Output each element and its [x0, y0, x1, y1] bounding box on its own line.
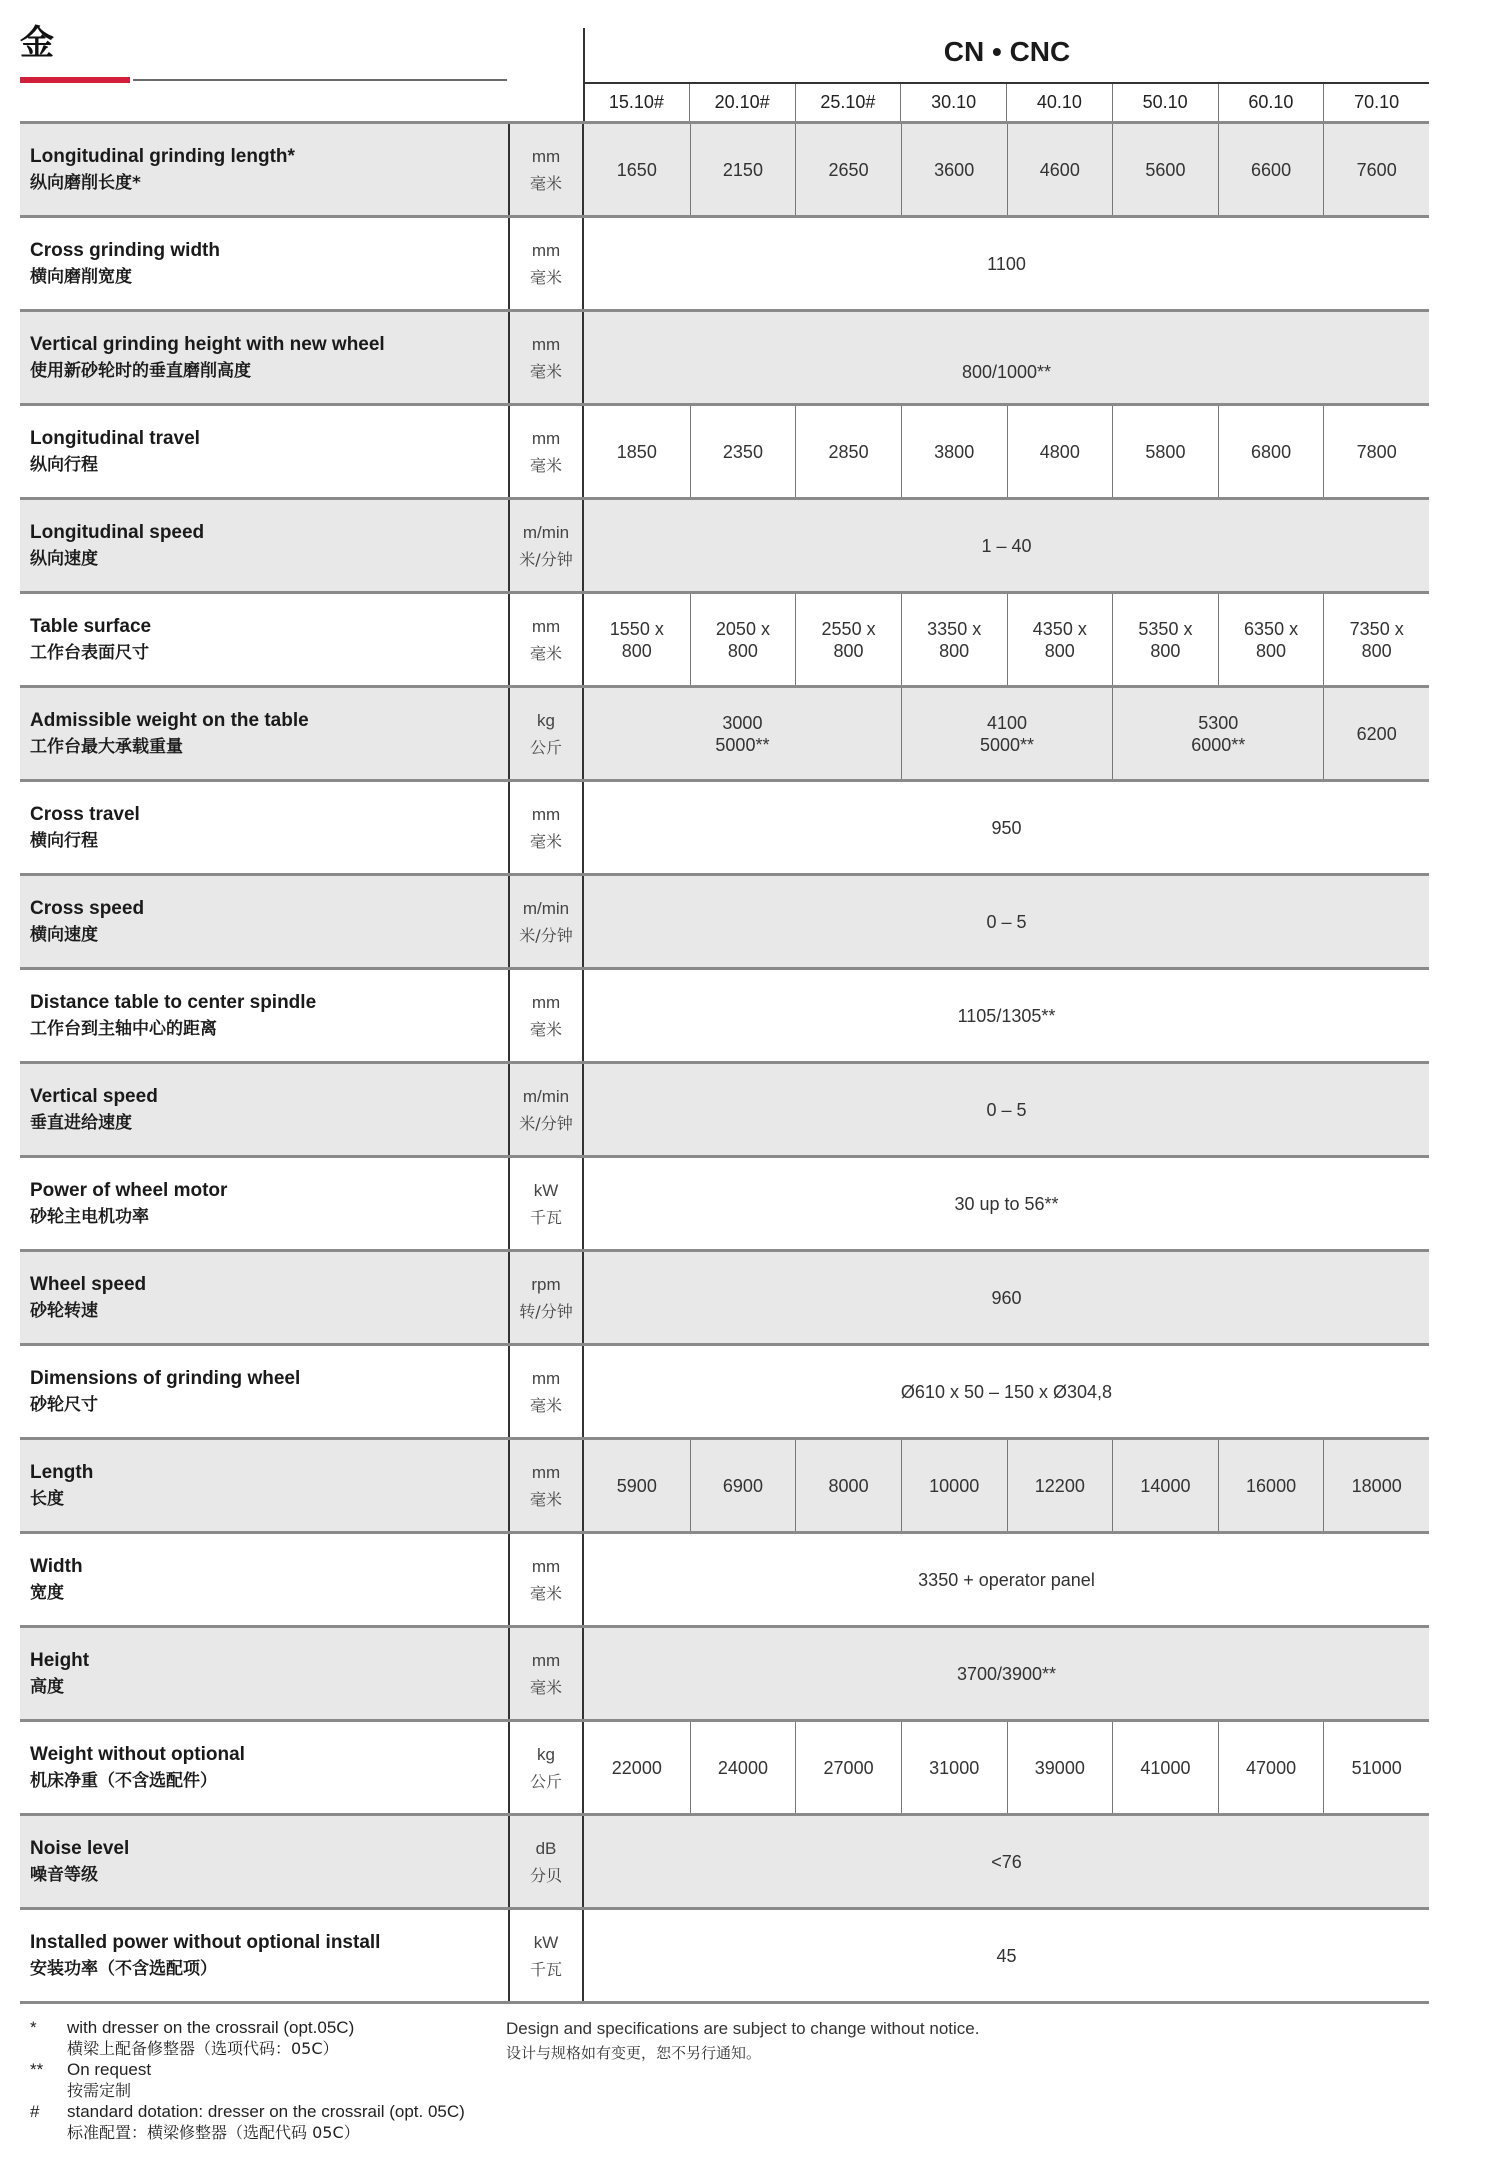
value-cell: 7600 [1323, 124, 1429, 215]
spec-label [20, 124, 508, 215]
value-cell: 5300 6000** [1112, 688, 1323, 779]
spec-label [20, 1816, 508, 1907]
value-cells [584, 1158, 1429, 1249]
value-cell: 1650 [616, 159, 657, 180]
spec-label-en: Vertical speed [30, 1085, 158, 1107]
value-cell: 24000 [690, 1722, 796, 1813]
spec-label [20, 1910, 508, 2001]
unit-cell [508, 876, 584, 967]
accent-bar [20, 77, 130, 83]
footnote-en: with dresser on the crossrail (opt.05C) [67, 2018, 355, 2037]
spec-label-en: Noise level [30, 1837, 130, 1859]
unit-en: mm [531, 1650, 561, 1670]
value-cells [584, 1534, 1429, 1625]
unit-zh: 毫米 [529, 1395, 562, 1415]
value-cell: 31000 [901, 1722, 1007, 1813]
spec-label-zh: 噪音等级 [30, 1864, 98, 1885]
unit-zh: 毫米 [529, 643, 562, 663]
spec-label-zh: 机床净重（不含选配件） [30, 1770, 217, 1791]
unit-en: kW [533, 1180, 559, 1200]
spec-label-en: Admissible weight on the table [30, 709, 309, 731]
unit-zh: 米/分钟 [519, 925, 573, 945]
value-cell: 7350 x 800 [1323, 594, 1429, 685]
value-cell: 960 [991, 1287, 1022, 1308]
spec-row [20, 497, 1429, 591]
spec-label [20, 1534, 508, 1625]
spec-label [20, 688, 508, 779]
value-cell: 6350 x 800 [1218, 594, 1324, 685]
unit-cell [508, 1816, 584, 1907]
unit-zh: 毫米 [529, 1677, 562, 1697]
spec-label-en: Longitudinal travel [30, 427, 200, 449]
value-cell: 3700/3900** [956, 1663, 1057, 1684]
unit-cell [508, 782, 584, 873]
spec-row [20, 309, 1429, 403]
value-cell: 0 – 5 [986, 1099, 1027, 1120]
model-header-cell: 20.10# [689, 84, 795, 121]
unit-cell [508, 1252, 584, 1343]
spec-label [20, 782, 508, 873]
value-cell: 6200 [1323, 688, 1429, 779]
unit-zh: 千瓦 [529, 1959, 562, 1979]
unit-en: mm [531, 334, 561, 354]
model-header-cell: 70.10 [1323, 84, 1429, 121]
unit-zh: 毫米 [529, 267, 562, 287]
spec-label-en: Vertical grinding height with new wheel [30, 333, 385, 355]
model-header-cell: 15.10# [608, 92, 664, 112]
spec-label [20, 500, 508, 591]
unit-en: rpm [531, 1274, 561, 1294]
value-cells [584, 1816, 1429, 1907]
unit-zh: 米/分钟 [519, 1113, 573, 1133]
unit-en: mm [531, 1556, 561, 1576]
spec-label [20, 1628, 508, 1719]
unit-zh: 毫米 [529, 1489, 562, 1509]
unit-en: kW [533, 1932, 559, 1952]
value-cell: 47000 [1218, 1722, 1324, 1813]
value-cell: 2050 x 800 [690, 594, 796, 685]
spec-label [20, 1440, 508, 1531]
spec-label [20, 406, 508, 497]
spec-row [20, 1719, 1429, 1813]
unit-en: m/min [522, 522, 570, 542]
model-header-cell: 30.10 [900, 84, 1006, 121]
value-cell: 3350 + operator panel [918, 1569, 1095, 1590]
unit-en: mm [531, 428, 561, 448]
unit-zh: 毫米 [529, 455, 562, 475]
spec-label-zh: 纵向行程 [30, 454, 98, 475]
unit-zh: 公斤 [529, 1771, 562, 1791]
spec-row [20, 591, 1429, 685]
spec-label-zh: 砂轮转速 [30, 1300, 98, 1321]
model-header-cell: 40.10 [1006, 84, 1112, 121]
value-cell: 2850 [795, 406, 901, 497]
value-cell: 4350 x 800 [1007, 594, 1113, 685]
spec-label [20, 312, 508, 403]
value-cell: 3350 x 800 [901, 594, 1007, 685]
value-cells [584, 1440, 1429, 1531]
header-rule [133, 79, 507, 81]
spec-label-en: Wheel speed [30, 1273, 147, 1295]
model-header-cell: 60.10 [1218, 84, 1324, 121]
spec-label-en: Width [30, 1555, 83, 1577]
unit-cell [508, 500, 584, 591]
value-cell: 7800 [1323, 406, 1429, 497]
spec-label-en: Installed power without optional install [30, 1931, 381, 1953]
spec-label-en: Table surface [30, 615, 152, 637]
unit-cell [508, 594, 584, 685]
value-cell: 30 up to 56** [954, 1193, 1059, 1214]
footnote-text [67, 2059, 151, 2101]
footnote-symbol: * [30, 2018, 37, 2037]
model-header-cell: 50.10 [1112, 84, 1218, 121]
unit-zh: 毫米 [529, 831, 562, 851]
unit-zh: 米/分钟 [519, 549, 573, 569]
unit-en: kg [537, 1744, 555, 1764]
spec-row [20, 121, 1429, 215]
footnote-symbol: # [30, 2102, 40, 2121]
unit-cell [508, 1346, 584, 1437]
unit-cell [508, 124, 584, 215]
spec-label-zh: 横向磨削宽度 [30, 266, 132, 287]
value-cell: 5800 [1112, 406, 1218, 497]
value-cells [584, 1252, 1429, 1343]
footnote [30, 2017, 465, 2059]
value-cells [584, 1064, 1429, 1155]
value-cells [584, 876, 1429, 967]
value-cell: 5900 [616, 1475, 657, 1496]
spec-label-zh: 垂直进给速度 [30, 1112, 132, 1133]
spec-label-zh: 工作台最大承载重量 [30, 736, 183, 757]
value-cell: 3800 [901, 406, 1007, 497]
unit-zh: 分贝 [529, 1865, 562, 1885]
unit-cell [508, 1910, 584, 2001]
value-cell: 4600 [1007, 124, 1113, 215]
value-cell: 6900 [690, 1440, 796, 1531]
spec-row [20, 1625, 1429, 1719]
unit-en: dB [535, 1838, 557, 1858]
spec-label [20, 970, 508, 1061]
footnotes [30, 2017, 465, 2143]
footnote-text [67, 2101, 465, 2143]
spec-label-en: Power of wheel motor [30, 1179, 228, 1201]
value-cells [584, 1910, 1429, 2001]
spec-label-en: Weight without optional [30, 1743, 245, 1765]
spec-label [20, 1722, 508, 1813]
value-cell: 6800 [1218, 406, 1324, 497]
value-cells [584, 688, 1429, 779]
value-cells [584, 782, 1429, 873]
spec-label-zh: 高度 [30, 1676, 64, 1697]
spec-label [20, 1064, 508, 1155]
unit-cell [508, 1722, 584, 1813]
value-cell: 1105/1305** [957, 1005, 1056, 1026]
footnote-en: On request [67, 2060, 152, 2079]
spec-label-en: Height [30, 1649, 90, 1671]
spec-row [20, 685, 1429, 779]
spec-label [20, 218, 508, 309]
spec-label-en: Dimensions of grinding wheel [30, 1367, 301, 1389]
unit-cell [508, 406, 584, 497]
spec-row [20, 1343, 1429, 1437]
spec-label-zh: 纵向速度 [30, 548, 98, 569]
unit-zh: 毫米 [529, 1583, 562, 1603]
value-cell: 14000 [1112, 1440, 1218, 1531]
spec-label-zh: 横向行程 [30, 830, 98, 851]
value-cell: 800/1000** [961, 362, 1052, 382]
spec-label-zh: 宽度 [30, 1582, 64, 1603]
spec-label-zh: 工作台表面尺寸 [30, 642, 149, 663]
value-cell: 27000 [795, 1722, 901, 1813]
value-cell: 4800 [1007, 406, 1113, 497]
footnote-zh: 横梁上配备修整器（选项代码：05C） [67, 2039, 339, 2058]
spec-row [20, 1061, 1429, 1155]
unit-en: mm [531, 1462, 561, 1482]
unit-cell [508, 1158, 584, 1249]
unit-en: mm [531, 1368, 561, 1388]
value-cell: 6600 [1218, 124, 1324, 215]
value-cell: 8000 [795, 1440, 901, 1531]
spec-row [20, 873, 1429, 967]
value-cells [584, 406, 1429, 497]
spec-label-zh: 长度 [30, 1488, 64, 1509]
disclaimer-en: Design and specifications are subject to change without notice. [506, 2019, 980, 2038]
spec-label-en: Distance table to center spindle [30, 991, 317, 1013]
spec-row [20, 967, 1429, 1061]
unit-cell [508, 312, 584, 403]
unit-en: m/min [522, 1086, 570, 1106]
value-cell: 51000 [1323, 1722, 1429, 1813]
spec-row [20, 1813, 1429, 1907]
unit-zh: 毫米 [529, 173, 562, 193]
value-cells [584, 500, 1429, 591]
footnote-zh: 按需定制 [67, 2081, 132, 2100]
value-cell: 950 [991, 817, 1022, 838]
value-cell: 10000 [901, 1440, 1007, 1531]
value-cell: 3000 5000** [715, 712, 770, 755]
footnote-text [67, 2017, 354, 2059]
value-cell: 5350 x 800 [1112, 594, 1218, 685]
spec-row [20, 403, 1429, 497]
unit-en: mm [531, 146, 561, 166]
value-cell: 2650 [795, 124, 901, 215]
spec-label-en: Longitudinal speed [30, 521, 205, 543]
footnote [30, 2101, 465, 2143]
unit-cell [508, 970, 584, 1061]
spec-label [20, 1252, 508, 1343]
value-cell: 2550 x 800 [795, 594, 901, 685]
spec-label-zh: 工作台到主轴中心的距离 [30, 1018, 217, 1039]
footnote-symbol: ** [30, 2060, 44, 2079]
value-cell: 3600 [901, 124, 1007, 215]
value-cell: <76 [991, 1851, 1022, 1872]
spec-label-en: Cross speed [30, 897, 145, 919]
value-cells [584, 218, 1429, 309]
value-cell: 18000 [1323, 1440, 1429, 1531]
value-cells [584, 1722, 1429, 1813]
unit-zh: 公斤 [529, 737, 562, 757]
model-header-row [584, 84, 1429, 121]
unit-cell [508, 688, 584, 779]
value-cells [584, 1628, 1429, 1719]
value-cell: 2350 [690, 406, 796, 497]
unit-en: mm [531, 240, 561, 260]
footnote-zh: 标准配置：横梁修整器（选配代码 05C） [67, 2123, 360, 2142]
spec-label-zh: 使用新砂轮时的垂直磨削高度 [30, 360, 251, 381]
spec-row [20, 779, 1429, 873]
value-cells [584, 594, 1429, 685]
value-cell: 22000 [611, 1757, 662, 1778]
spec-label-zh: 安装功率（不含选配项） [30, 1958, 217, 1979]
spec-label-zh: 砂轮尺寸 [30, 1394, 98, 1415]
spec-label [20, 876, 508, 967]
series-title: CN • CNC [943, 36, 1071, 67]
unit-en: mm [531, 804, 561, 824]
spec-row [20, 1907, 1429, 2004]
unit-zh: 毫米 [529, 1019, 562, 1039]
unit-cell [508, 1534, 584, 1625]
unit-zh: 毫米 [529, 361, 562, 381]
value-cells [584, 312, 1429, 403]
spec-label-zh: 横向速度 [30, 924, 98, 945]
spec-label-en: Cross travel [30, 803, 140, 825]
value-cell: 16000 [1218, 1440, 1324, 1531]
footnote-en: standard dotation: dresser on the crossrail (opt. 05C) [67, 2102, 465, 2121]
unit-en: mm [531, 616, 561, 636]
spec-row [20, 1155, 1429, 1249]
value-cell: 4100 5000** [901, 688, 1112, 779]
unit-cell [508, 1440, 584, 1531]
unit-cell [508, 1628, 584, 1719]
value-cell: 1 – 40 [981, 535, 1032, 556]
value-cells [584, 1346, 1429, 1437]
footnote [30, 2059, 465, 2101]
disclaimer-zh: 设计与规格如有变更，恕不另行通知。 [506, 2044, 762, 2062]
value-cell: 39000 [1007, 1722, 1113, 1813]
value-cells [584, 970, 1429, 1061]
spec-label [20, 1346, 508, 1437]
value-cell: 1850 [616, 441, 657, 462]
value-cells [584, 124, 1429, 215]
value-cell: 2150 [690, 124, 796, 215]
unit-zh: 转/分钟 [519, 1301, 573, 1321]
unit-en: m/min [522, 898, 570, 918]
spec-row [20, 1437, 1429, 1531]
value-cell: Ø610 x 50 – 150 x Ø304,8 [900, 1381, 1113, 1402]
disclaimer [506, 2017, 979, 2065]
spec-row [20, 1249, 1429, 1343]
unit-cell [508, 218, 584, 309]
spec-row [20, 215, 1429, 309]
spec-label-en: Length [30, 1461, 94, 1483]
spec-label-en: Longitudinal grinding length* [30, 145, 295, 167]
value-cell: 1550 x 800 [609, 618, 664, 661]
spec-row [20, 1531, 1429, 1625]
spec-label-en: Cross grinding width [30, 239, 220, 261]
unit-zh: 千瓦 [529, 1207, 562, 1227]
unit-en: kg [537, 710, 555, 730]
value-cell: 5600 [1112, 124, 1218, 215]
spec-table [20, 121, 1429, 2004]
spec-label [20, 1158, 508, 1249]
spec-label [20, 594, 508, 685]
value-cell: 41000 [1112, 1722, 1218, 1813]
value-cell: 45 [996, 1945, 1017, 1966]
unit-en: mm [531, 992, 561, 1012]
spec-label-zh: 砂轮主电机功率 [30, 1206, 149, 1227]
brand-logo-glyph: 金 [20, 23, 54, 63]
unit-cell [508, 1064, 584, 1155]
value-cell: 12200 [1007, 1440, 1113, 1531]
value-cell: 1100 [987, 253, 1026, 274]
spec-label-zh: 纵向磨削长度* [30, 172, 141, 193]
model-header-cell: 25.10# [795, 84, 901, 121]
value-cell: 0 – 5 [986, 911, 1027, 932]
